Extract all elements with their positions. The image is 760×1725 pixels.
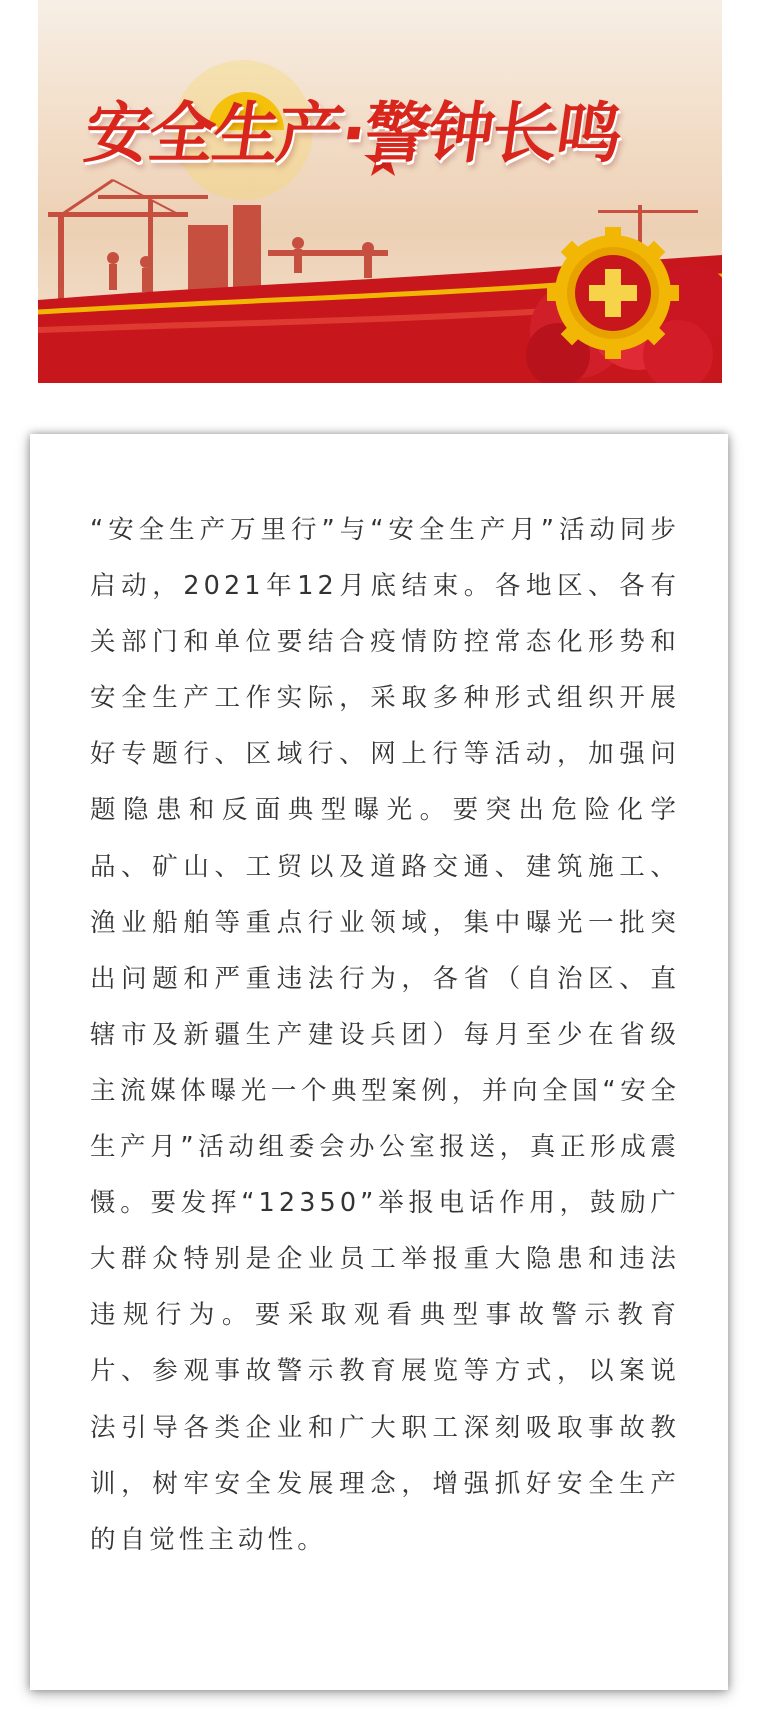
header-banner	[38, 0, 722, 383]
banner-title: 安全生产·警钟长鸣	[79, 95, 626, 172]
safety-emblem-icon	[547, 227, 679, 359]
article-body: “安全生产万里行”与“安全生产月”活动同步启动，2021年12月底结束。各地区、各有关部门和单位要结合疫情防控常态化形势和安全生产工作实际，采取多种形式组织开展好专题行、区域行、网上行等活动，加强问题隐患和反面典型曝光。要突出危险化学品、矿山、工贸以及道路交通、建筑施工、渔业船舶等重点行业领域，集中曝光一批突出问题和严重违法行为，各省（自治区、直辖市及新疆生产建设兵团）每月至少在省级主流媒体曝光一个典型案例，并向全国“安全生产月”活动组委会办公室报送，真正形成震慑。要发挥“12350”举报电话作用，鼓励广大群众特别是企业员工举报重大隐患和违法违规行为。要采取观看典型事故警示教育片、参观事故警示教育展览等方式，以案说法引导各类企业和广大职工深刻吸取事故教训，树牢安全发展理念，增强抓好安全生产的自觉性主动性。	[90, 515, 680, 1555]
banner-artwork	[38, 0, 722, 383]
article-card	[30, 434, 728, 1690]
